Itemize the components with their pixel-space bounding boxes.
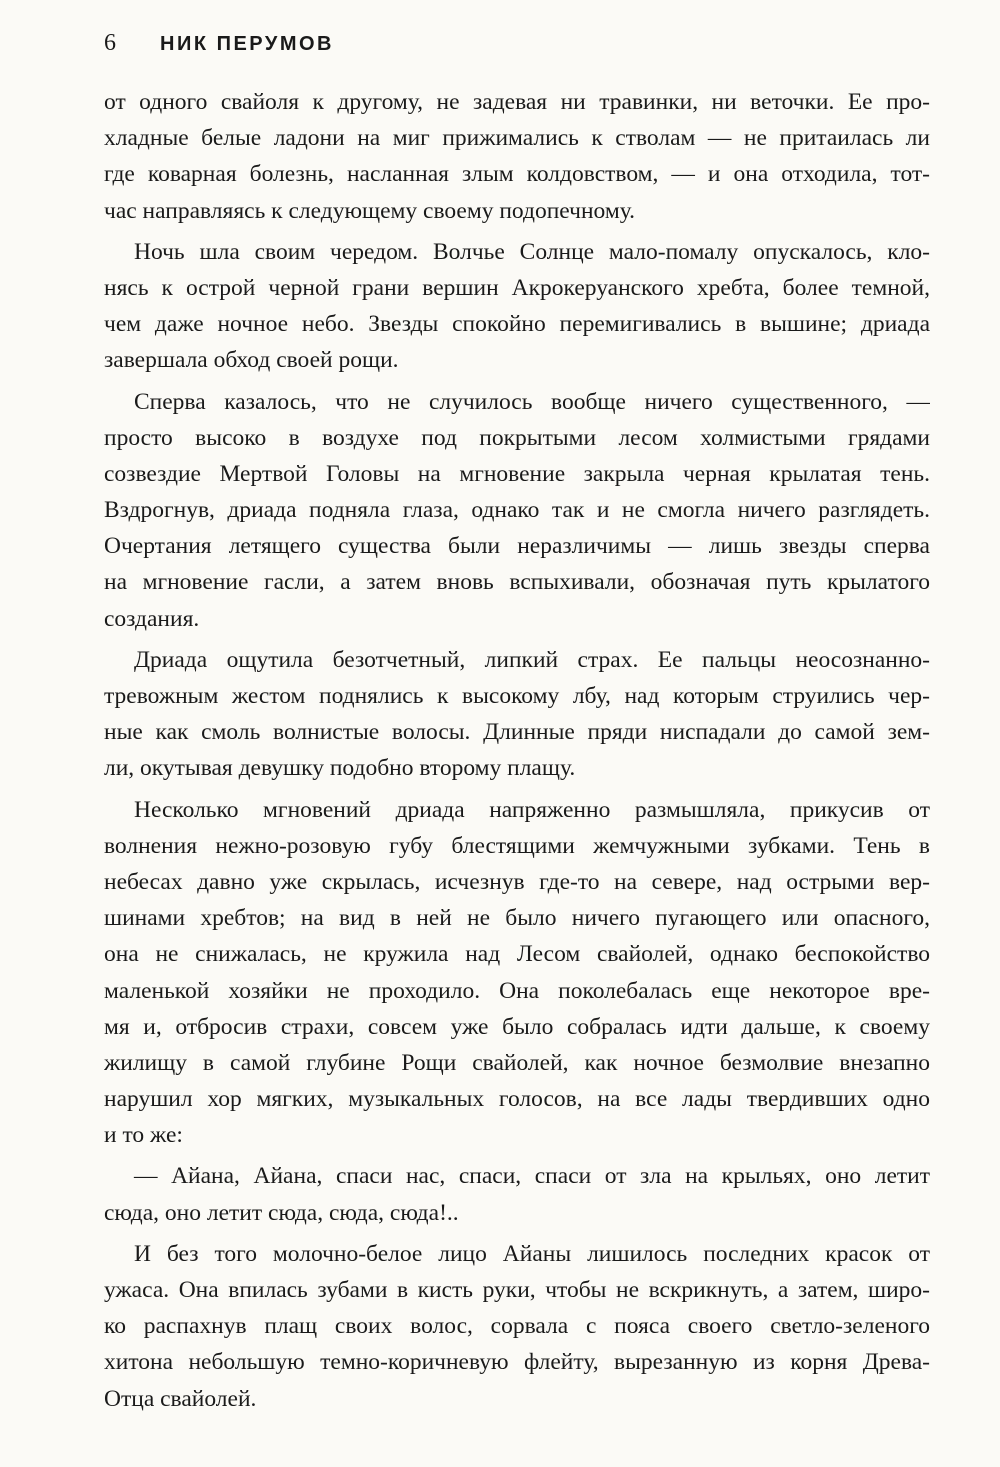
text-line: Очертания летящего существа были неразличимы — лишь звезды сперва xyxy=(104,533,930,560)
running-head xyxy=(104,30,334,60)
text-line: тревожным жестом поднялись к высокому лбу, над которым струились чер- xyxy=(104,683,930,709)
text-line: ужаса. Она впилась зубами в кисть руки, чтобы не вскрикнуть, а затем, широ- xyxy=(104,1277,930,1303)
text-line: ные как смоль волнистые волосы. Длинные пряди ниспадали до самой зем- xyxy=(104,719,930,746)
text-line: Сперва казалось, что не случилось вообще ничего существенного, — xyxy=(134,388,930,415)
text-line: она не снижалась, не кружила над Лесом свайолей, однако беспокойство xyxy=(104,941,930,968)
text-line: нясь к острой черной грани вершин Акрокеруанского хребта, более темной, xyxy=(104,274,930,301)
text-line: жилищу в самой глубине Рощи свайолей, как ночное безмолвие внезапно xyxy=(104,1049,930,1076)
text-line: сюда, оно летит сюда, сюда, сюда!.. xyxy=(104,1199,459,1226)
text-line: чем даже ночное небо. Звезды спокойно перемигивались в вышине; дриада xyxy=(104,311,930,338)
text-line: от одного свайоля к другому, не задевая ни травинки, ни веточки. Ее про- xyxy=(104,89,930,115)
body-text xyxy=(104,84,930,1422)
text-line: на мгновение гасли, а затем вновь вспыхивали, обозначая путь крылатого xyxy=(104,569,930,596)
text-line: где коварная болезнь, насланная злым колдовством, — и она отходила, тот- xyxy=(104,161,930,188)
text-line: Отца свайолей. xyxy=(104,1385,257,1412)
paragraph xyxy=(104,234,930,379)
text-line: Дриада ощутила безотчетный, липкий страх. Ее пальцы неосознанно- xyxy=(134,646,930,673)
text-line: небесах давно уже скрылась, исчезнув где-то на севере, над острыми вер- xyxy=(104,868,930,895)
text-line: ли, окутывая девушку подобно второму плащу. xyxy=(104,755,576,782)
text-line: нарушил хор мягких, музыкальных голосов, на все лады твердивших одно xyxy=(104,1086,930,1113)
text-line: Ночь шла своим чередом. Волчье Солнце мало-помалу опускалось, кло- xyxy=(134,238,930,265)
text-line: созвездие Мертвой Головы на мгновение закрыла черная крылатая тень. xyxy=(104,460,930,487)
text-line: завершала обход своей рощи. xyxy=(104,347,399,374)
text-line: хитона небольшую темно-коричневую флейту, вырезанную из корня Древа- xyxy=(104,1349,930,1376)
text-line: Вздрогнув, дриада подняла глаза, однако так и не смогла ничего разглядеть. xyxy=(104,497,930,524)
text-line: создания. xyxy=(104,605,200,632)
text-line: час направляясь к следующему своему подопечному. xyxy=(104,197,635,224)
paragraph xyxy=(104,84,930,229)
text-line: просто высоко в воздухе под покрытыми лесом холмистыми грядами xyxy=(104,424,930,451)
text-line: маленькой хозяйки не проходило. Она поколебалась еще некоторое вре- xyxy=(104,977,930,1004)
page-number: 6 xyxy=(104,30,116,56)
text-line: ко распахнув плащ своих волос, сорвала с пояса своего светло-зеленого xyxy=(104,1313,930,1340)
paragraph xyxy=(104,792,930,1154)
text-line: — Айана, Айана, спаси нас, спаси, спаси от зла на крыльях, оно летит xyxy=(134,1163,930,1190)
paragraph xyxy=(104,384,930,637)
text-line: Несколько мгновений дриада напряженно размышляла, прикусив от xyxy=(134,796,930,823)
author-name: НИК ПЕРУМОВ xyxy=(160,33,334,55)
text-line: И без того молочно-белое лицо Айаны лишилось последних красок от xyxy=(134,1240,930,1267)
text-line: и то же: xyxy=(104,1122,183,1149)
text-line: волнения нежно-розовую губу блестящими жемчужными зубками. Тень в xyxy=(104,832,930,859)
paragraph xyxy=(104,642,930,787)
text-line: хладные белые ладони на миг прижимались к стволам — не притаилась ли xyxy=(104,125,930,152)
paragraph xyxy=(104,1236,930,1417)
paragraph xyxy=(104,1158,930,1230)
text-line: шинами хребтов; на вид в ней не было ничего пугающего или опасного, xyxy=(104,905,930,932)
text-line: мя и, отбросив страхи, совсем уже было собралась идти дальше, к своему xyxy=(104,1013,930,1040)
